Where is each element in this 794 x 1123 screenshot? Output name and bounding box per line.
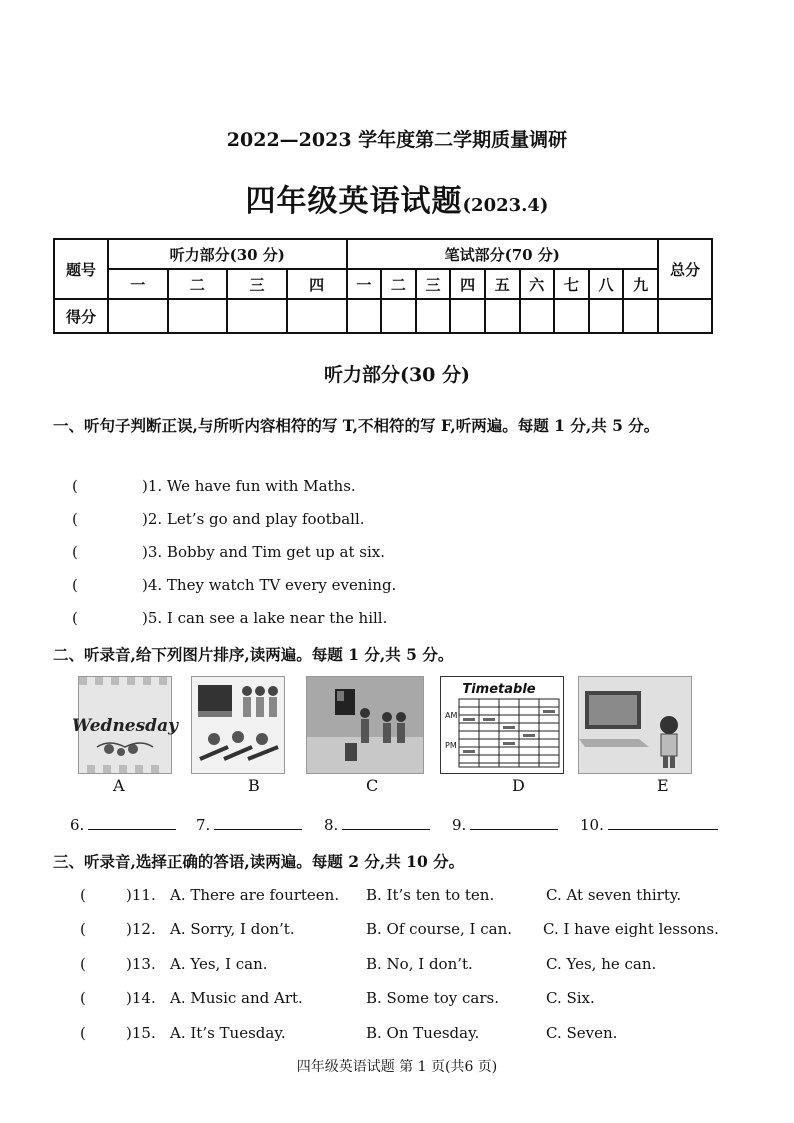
wednesday-illustration xyxy=(72,677,178,773)
question-2 xyxy=(72,510,365,528)
part2-instruction: 二、听录音,给下列图片排序,读两遍。每题 1 分,共 5 分。 xyxy=(53,645,454,664)
picture-label-d: D xyxy=(512,776,525,795)
question-number: )13. xyxy=(126,955,156,973)
answer-blank-10 xyxy=(580,815,718,834)
score-cell[interactable] xyxy=(623,299,658,333)
blank-number: 10. xyxy=(580,816,604,834)
picture-wednesday xyxy=(72,676,178,774)
option-b: B. Some toy cars. xyxy=(366,989,500,1007)
timetable-am: AM xyxy=(445,711,458,720)
question-12 xyxy=(80,920,156,938)
option-c: C. Six. xyxy=(546,989,595,1007)
exam-header-title: 2022—2023 学年度第二学期质量调研 xyxy=(226,129,568,151)
music-dance-illustration xyxy=(192,677,284,773)
tv-illustration xyxy=(579,677,691,773)
score-col-writing-5: 五 xyxy=(485,269,520,299)
score-cell[interactable] xyxy=(450,299,485,333)
answer-paren[interactable]: ( xyxy=(80,955,86,973)
answer-paren[interactable]: ( xyxy=(72,576,78,594)
option-b: B. On Tuesday. xyxy=(366,1024,480,1042)
main-title-date: (2023.4) xyxy=(462,195,549,216)
blank-number: 6. xyxy=(70,816,85,834)
blank-number: 8. xyxy=(324,816,339,834)
question-1 xyxy=(72,477,356,495)
listening-section-heading: 听力部分(30 分) xyxy=(323,364,471,386)
blank-line[interactable] xyxy=(88,815,176,830)
answer-blank-9 xyxy=(452,815,558,834)
score-col-writing-1: 一 xyxy=(347,269,382,299)
score-table-writing-header: 笔试部分(70 分) xyxy=(347,239,658,269)
question-number: )15. xyxy=(126,1024,156,1042)
timetable-illustration xyxy=(441,677,563,773)
blank-line[interactable] xyxy=(470,815,558,830)
score-col-listening-2: 二 xyxy=(168,269,228,299)
question-3 xyxy=(72,543,385,561)
option-c: C. Seven. xyxy=(546,1024,618,1042)
score-table-total-header: 总分 xyxy=(658,239,712,299)
score-col-writing-4: 四 xyxy=(450,269,485,299)
question-4 xyxy=(72,576,396,594)
blank-number: 7. xyxy=(196,816,211,834)
answer-paren[interactable]: ( xyxy=(72,477,78,495)
answer-paren[interactable]: ( xyxy=(80,920,86,938)
question-text: )2. Let’s go and play football. xyxy=(142,510,365,528)
score-col-writing-3: 三 xyxy=(416,269,451,299)
classroom-illustration xyxy=(307,677,423,773)
score-col-writing-6: 六 xyxy=(520,269,555,299)
question-5 xyxy=(72,609,387,627)
wednesday-text: Wednesday xyxy=(72,716,178,736)
blank-line[interactable] xyxy=(342,815,430,830)
timetable-text: Timetable xyxy=(462,682,536,697)
timetable-pm: PM xyxy=(445,741,457,750)
answer-paren[interactable]: ( xyxy=(72,609,78,627)
picture-label-b: B xyxy=(248,776,260,795)
score-cell[interactable] xyxy=(416,299,451,333)
answer-blank-6 xyxy=(70,815,176,834)
score-table xyxy=(53,238,713,334)
score-cell[interactable] xyxy=(108,299,168,333)
question-text: )3. Bobby and Tim get up at six. xyxy=(142,543,385,561)
part3-instruction: 三、听录音,选择正确的答语,读两遍。每题 2 分,共 10 分。 xyxy=(53,852,465,871)
score-cell[interactable] xyxy=(520,299,555,333)
picture-timetable xyxy=(440,676,564,774)
option-a: A. Music and Art. xyxy=(170,989,303,1007)
question-14 xyxy=(80,989,156,1007)
score-cell[interactable] xyxy=(347,299,382,333)
question-text: )5. I can see a lake near the hill. xyxy=(142,609,388,627)
blank-number: 9. xyxy=(452,816,467,834)
score-cell[interactable] xyxy=(168,299,228,333)
option-c: C. Yes, he can. xyxy=(546,955,657,973)
score-table-listening-header: 听力部分(30 分) xyxy=(108,239,347,269)
score-cell[interactable] xyxy=(589,299,624,333)
part1-instruction: 一、听句子判断正误,与所听内容相符的写 T,不相符的写 F,听两遍。每题 1 分,共 5 分。 xyxy=(53,416,660,435)
score-cell-total[interactable] xyxy=(658,299,712,333)
score-col-listening-1: 一 xyxy=(108,269,168,299)
answer-paren[interactable]: ( xyxy=(72,510,78,528)
exam-main-title xyxy=(0,176,794,220)
main-title-text: 四年级英语试题 xyxy=(245,184,463,219)
score-cell[interactable] xyxy=(227,299,287,333)
page-footer: 四年级英语试题 第 1 页(共6 页) xyxy=(296,1059,498,1075)
blank-line[interactable] xyxy=(608,815,718,830)
question-text: )4. They watch TV every evening. xyxy=(142,576,397,594)
picture-label-c: C xyxy=(366,776,379,795)
score-col-writing-7: 七 xyxy=(554,269,589,299)
option-a: A. There are fourteen. xyxy=(170,886,340,904)
question-text: )1. We have fun with Maths. xyxy=(142,477,356,495)
question-11 xyxy=(80,886,156,904)
question-number: )11. xyxy=(126,886,156,904)
option-c: C. I have eight lessons. xyxy=(543,920,719,938)
picture-label-e: E xyxy=(657,776,669,795)
score-col-writing-9: 九 xyxy=(623,269,658,299)
score-table-label-score: 得分 xyxy=(54,299,108,333)
score-col-writing-2: 二 xyxy=(381,269,416,299)
option-a: A. It’s Tuesday. xyxy=(170,1024,286,1042)
picture-classroom xyxy=(306,676,424,774)
score-col-listening-4: 四 xyxy=(287,269,347,299)
option-a: A. Yes, I can. xyxy=(170,955,268,973)
answer-blank-7 xyxy=(196,815,302,834)
score-cell[interactable] xyxy=(381,299,416,333)
score-cell[interactable] xyxy=(485,299,520,333)
question-number: )14. xyxy=(126,989,156,1007)
answer-paren[interactable]: ( xyxy=(72,543,78,561)
question-15 xyxy=(80,1024,156,1042)
question-number: )12. xyxy=(126,920,156,938)
option-b: B. Of course, I can. xyxy=(366,920,513,938)
answer-blank-8 xyxy=(324,815,430,834)
answer-paren[interactable]: ( xyxy=(80,1024,86,1042)
picture-label-a: A xyxy=(113,776,125,795)
option-c: C. At seven thirty. xyxy=(546,886,682,904)
score-col-listening-3: 三 xyxy=(227,269,287,299)
blank-line[interactable] xyxy=(214,815,302,830)
question-13 xyxy=(80,955,156,973)
option-b: B. No, I don’t. xyxy=(366,955,473,973)
score-cell[interactable] xyxy=(554,299,589,333)
answer-paren[interactable]: ( xyxy=(80,989,86,1007)
score-col-writing-8: 八 xyxy=(589,269,624,299)
option-a: A. Sorry, I don’t. xyxy=(170,920,295,938)
answer-paren[interactable]: ( xyxy=(80,886,86,904)
score-cell[interactable] xyxy=(287,299,347,333)
picture-music-dance xyxy=(191,676,285,774)
option-b: B. It’s ten to ten. xyxy=(366,886,495,904)
score-table-label-no: 题号 xyxy=(54,239,108,299)
picture-tv xyxy=(578,676,692,774)
